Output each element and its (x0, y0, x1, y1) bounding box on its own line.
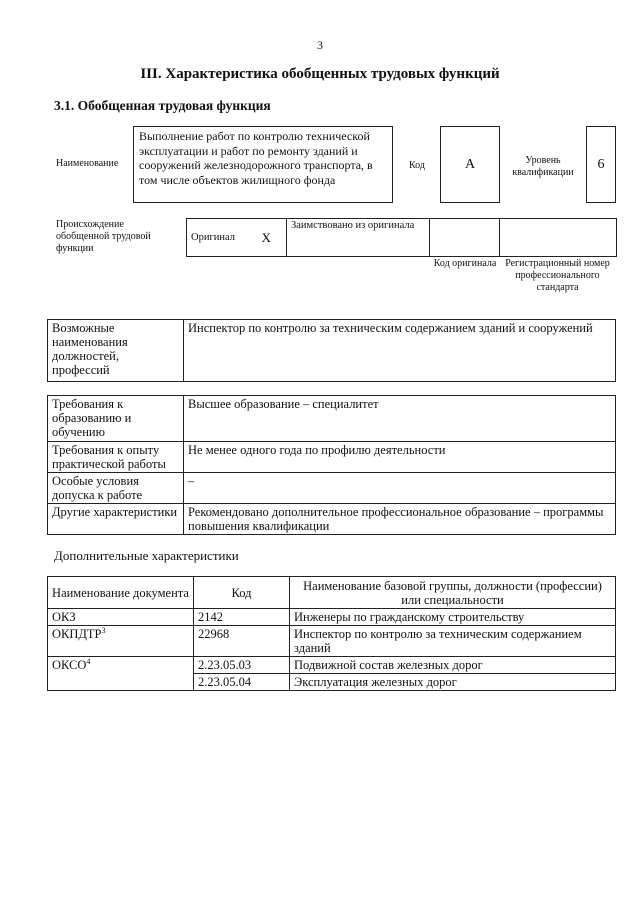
code-value: A (440, 126, 500, 203)
requirements-table (47, 395, 616, 535)
doc-cell: ОКПДТР$^3$ (48, 626, 194, 657)
doc-cell: ОКЗ (48, 609, 194, 626)
code-cell: 2.23.05.04 (194, 674, 290, 691)
subsection-title: 3.1. Обобщенная трудовая функция (54, 98, 271, 113)
requirement-value: Рекомендовано дополнительное профессиональное образование – программы повышения квалификации (184, 504, 616, 535)
footnote-ref: 4 (86, 656, 91, 666)
code-original-cell (430, 219, 500, 257)
group-name-cell: Инженеры по гражданскому строительству (290, 609, 616, 626)
group-name-cell: Эксплуатация железных дорог (290, 674, 616, 691)
level-label: Уровень квалификации (512, 155, 574, 178)
code-cell: 2.23.05.03 (194, 657, 290, 674)
requirement-value: Не менее одного года по профилю деятельности (184, 442, 616, 473)
original-mark: X (247, 219, 287, 257)
origin-table (186, 218, 617, 257)
header-group-name: Наименование базовой группы, должности (профессии) или специальности (290, 577, 616, 609)
header-document: Наименование документа (48, 577, 194, 609)
positions-label: Возможные наименования должностей, профессий (48, 320, 184, 382)
origin-label: Происхождение обобщенной трудовой функции (56, 219, 151, 254)
code-original-caption: Код оригинала (433, 258, 497, 269)
requirement-label: Особые условия допуска к работе (48, 473, 184, 504)
page-number: 3 (317, 38, 323, 52)
header-code: Код (194, 577, 290, 609)
original-label: Оригинал (187, 219, 247, 257)
generalized-function-name: Выполнение работ по контролю технической эксплуатации и работ по ремонту зданий и сооружений железнодорожного транспорта, в том числе объектов жилищного фонда (133, 126, 393, 203)
additional-table (47, 576, 616, 691)
requirement-label: Требования к опыту практической работы (48, 442, 184, 473)
positions-table (47, 319, 616, 382)
doc-cell: ОКСО$^4$ (48, 657, 194, 691)
code-cell: 22968 (194, 626, 290, 657)
footnote-ref: 3 (101, 625, 106, 635)
code-label: Код (409, 160, 425, 171)
level-value: 6 (586, 126, 616, 203)
requirement-value: Высшее образование – специалитет (184, 396, 616, 442)
reg-number-cell (500, 219, 617, 257)
name-label: Наименование (56, 158, 119, 169)
code-cell: 2142 (194, 609, 290, 626)
requirement-label: Другие характеристики (48, 504, 184, 535)
group-name-cell: Инспектор по контролю за техническим содержанием зданий (290, 626, 616, 657)
requirement-label: Требования к образованию и обучению (48, 396, 184, 442)
requirement-value: – (184, 473, 616, 504)
reg-number-caption: Регистрационный номер профессионального стандарта (505, 258, 610, 293)
borrowed-label: Заимствовано из оригинала (287, 219, 430, 257)
group-name-cell: Подвижной состав железных дорог (290, 657, 616, 674)
additional-title: Дополнительные характеристики (54, 548, 239, 563)
positions-value: Инспектор по контролю за техническим содержанием зданий и сооружений (184, 320, 616, 382)
section-title: III. Характеристика обобщенных трудовых функций (140, 66, 500, 82)
